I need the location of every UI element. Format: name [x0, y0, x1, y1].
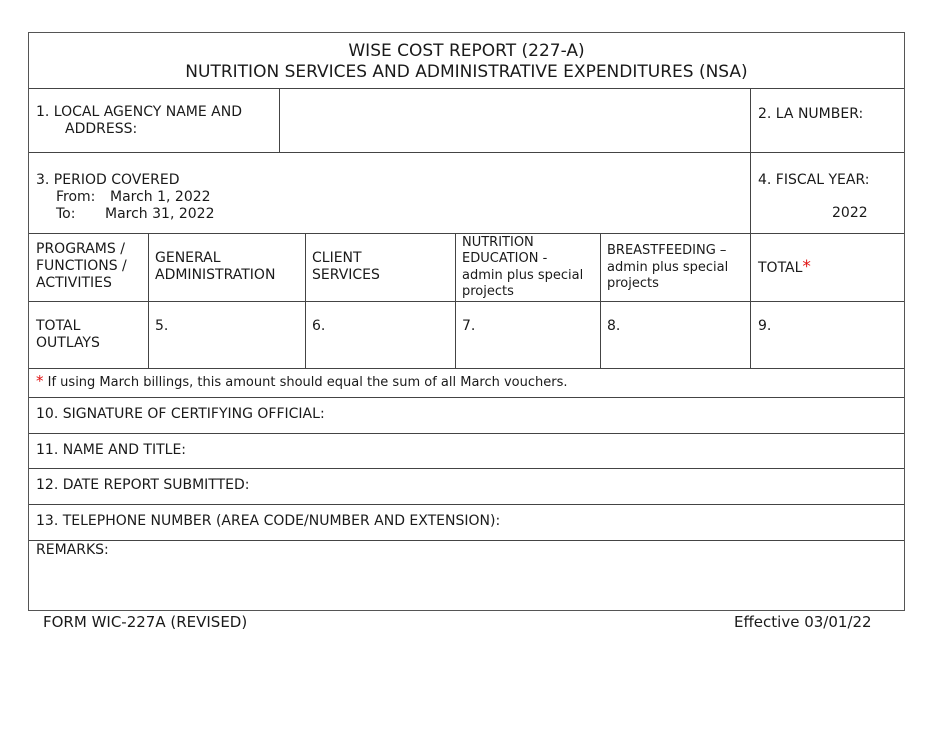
name-title-label: 11. NAME AND TITLE: [36, 442, 187, 458]
date-submitted-field[interactable] [29, 468, 904, 504]
outlay-breastfeeding-field[interactable] [601, 301, 750, 368]
footnote [29, 368, 904, 397]
telephone-label: 13. TELEPHONE NUMBER (AREA CODE/NUMBER AND EXTENSION): [36, 513, 501, 529]
row-label-total-outlays [29, 301, 148, 368]
column-header-nutrition-education [456, 233, 600, 301]
telephone-field[interactable] [29, 504, 904, 540]
header-line: CLIENT [312, 250, 362, 266]
fiscal-year-label: 4. FISCAL YEAR: [758, 172, 870, 188]
outlay-client-services-field[interactable] [306, 301, 455, 368]
column-header-client-services [306, 233, 455, 301]
la-number-field[interactable] [751, 88, 905, 152]
column-header-breastfeeding [601, 233, 750, 301]
fiscal-year-cell [751, 152, 905, 233]
name-title-field[interactable] [29, 433, 904, 468]
header-line: NUTRITION [462, 235, 534, 250]
signature-field[interactable] [29, 397, 904, 433]
cost-report-form [28, 32, 905, 611]
date-submitted-label: 12. DATE REPORT SUBMITTED: [36, 477, 250, 493]
outlay-total-field[interactable] [751, 301, 905, 368]
form-subtitle: NUTRITION SERVICES AND ADMINISTRATIVE EXPENDITURES (NSA) [185, 62, 748, 82]
header-line: admin plus special [462, 268, 584, 283]
remarks-label: REMARKS: [36, 542, 109, 558]
total-label: TOTAL [758, 260, 803, 276]
signature-label: 10. SIGNATURE OF CERTIFYING OFFICIAL: [36, 406, 325, 422]
outlay-nutrition-education-field[interactable] [456, 301, 600, 368]
header-line: FUNCTIONS / [36, 258, 127, 274]
field-number: 7. [462, 318, 476, 334]
agency-label-cell [29, 88, 279, 152]
form-title-block [29, 33, 904, 88]
header-line: admin plus special [607, 260, 729, 275]
agency-label: 1. LOCAL AGENCY NAME AND [36, 104, 243, 120]
outlay-general-administration-field[interactable] [149, 301, 305, 368]
asterisk-marker: * [802, 257, 811, 277]
header-line: PROGRAMS / [36, 241, 125, 257]
effective-date: Effective 03/01/22 [734, 613, 872, 631]
asterisk-marker: * [36, 372, 44, 390]
fiscal-year-value[interactable]: 2022 [832, 205, 868, 221]
period-label: 3. PERIOD COVERED [36, 172, 180, 188]
footnote-text: If using March billings, this amount should equal the sum of all March vouchers. [47, 375, 568, 390]
agency-name-field[interactable] [280, 88, 750, 152]
field-number: 9. [758, 318, 772, 334]
column-header-general-administration [149, 233, 305, 301]
period-from-label: From: [56, 189, 96, 205]
field-number: 8. [607, 318, 621, 334]
period-from-value[interactable]: March 1, 2022 [110, 189, 211, 205]
period-to-value[interactable]: March 31, 2022 [105, 206, 215, 222]
column-header-total [751, 233, 905, 301]
field-number: 6. [312, 318, 326, 334]
form-title: WISE COST REPORT (227-A) [348, 41, 585, 61]
header-line: GENERAL [155, 250, 221, 266]
agency-label-address: ADDRESS: [65, 121, 138, 137]
header-line: SERVICES [312, 267, 380, 283]
header-line: ADMINISTRATION [155, 267, 276, 283]
row-label-line: TOTAL [36, 318, 81, 334]
period-to-label: To: [56, 206, 76, 222]
period-covered-cell [29, 152, 750, 233]
header-line: projects [607, 276, 659, 291]
header-line: EDUCATION - [462, 251, 548, 266]
header-line: ACTIVITIES [36, 275, 112, 291]
header-line: BREASTFEEDING – [607, 243, 727, 258]
remarks-field[interactable] [29, 540, 904, 612]
header-line: projects [462, 284, 514, 299]
form-id: FORM WIC-227A (REVISED) [43, 613, 248, 631]
la-number-label: 2. LA NUMBER: [758, 106, 864, 122]
column-header-programs [29, 233, 148, 301]
row-label-line: OUTLAYS [36, 335, 100, 351]
field-number: 5. [155, 318, 169, 334]
